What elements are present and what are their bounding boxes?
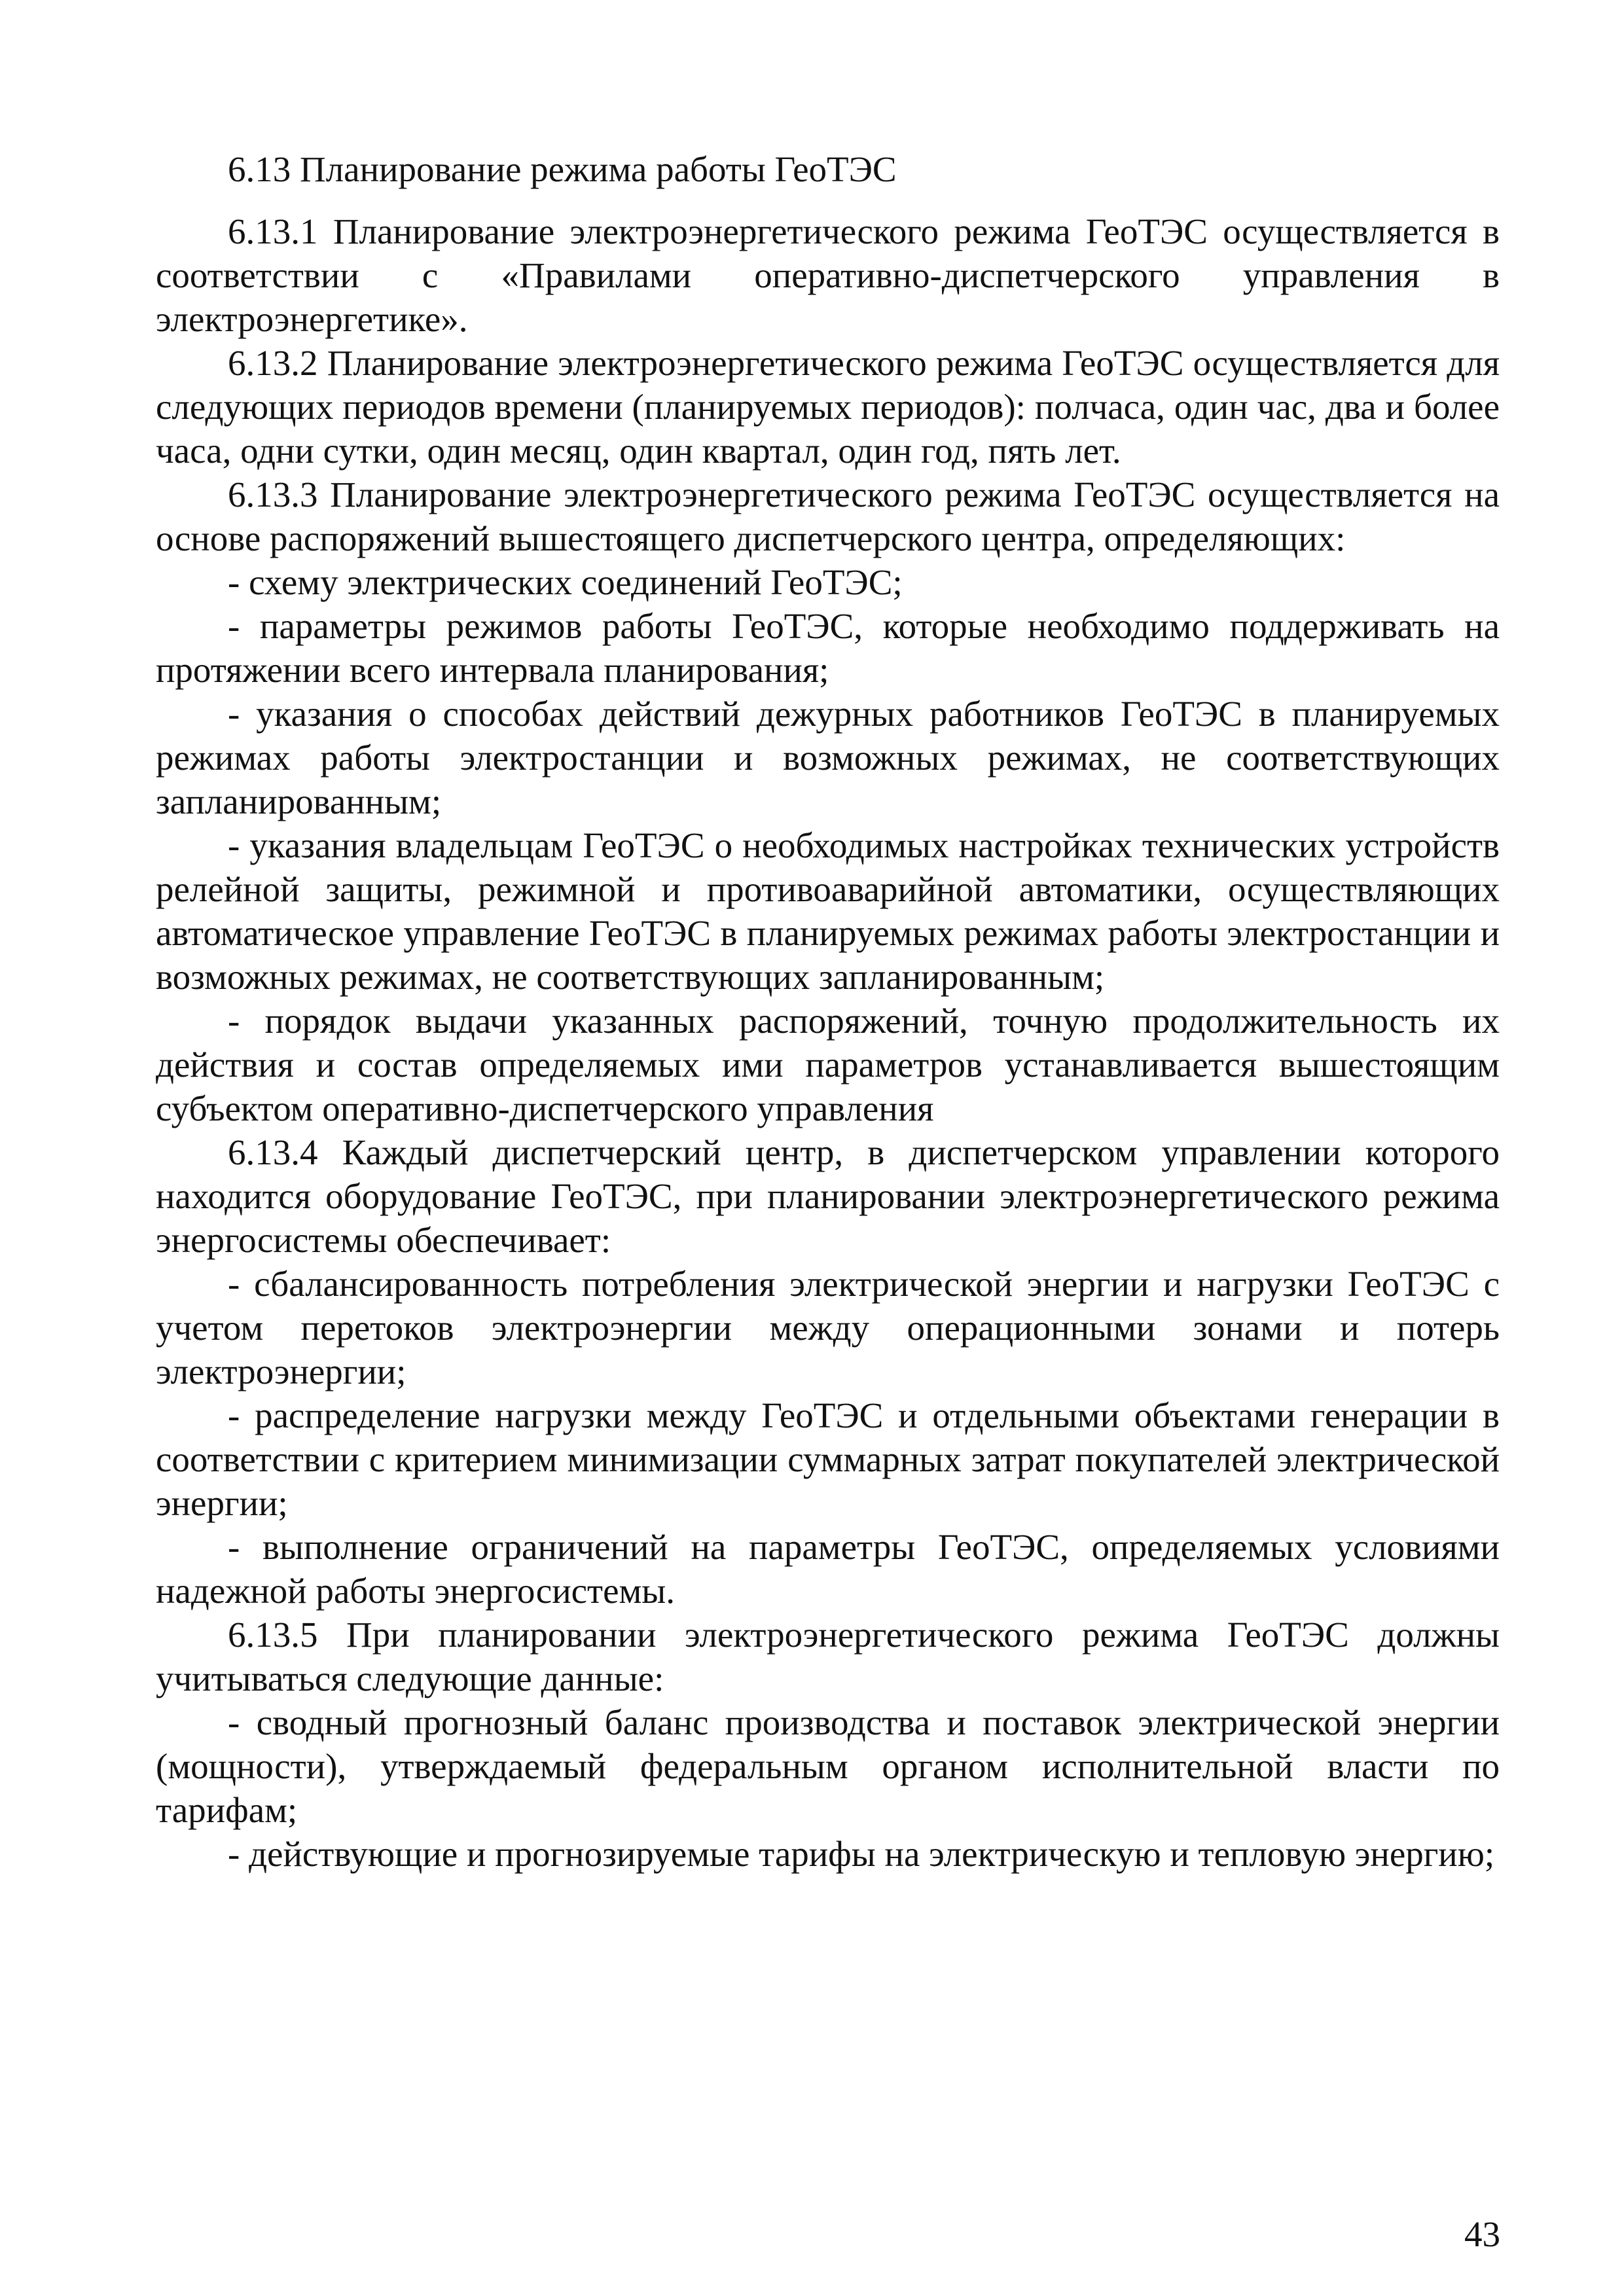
list-item-issuance-procedure: - порядок выдачи указанных распоряжений, точную продолжительность их действия и состав определяемых ими параметров устанавливается вышестоящим субъектом оперативно-диспетчерского управления (156, 1001, 1500, 1128)
paragraph-6-13-1: 6.13.1 Планирование электроэнергетического режима ГеоТЭС осуществляется в соответствии с «Правилами оперативно-диспетчерского управления в электроэнергетике». (156, 211, 1500, 339)
list-item-tariffs: - действующие и прогнозируемые тарифы на электрическую и тепловую энергию; (228, 1834, 1495, 1874)
document-body (156, 147, 1500, 1876)
paragraph-6-13-2: 6.13.2 Планирование электроэнергетического режима ГеоТЭС осуществляется для следующих периодов времени (планируемых периодов): полчаса, один час, два и более часа, одни сутки, один месяц, один квартал, один год, пять лет. (156, 343, 1500, 471)
paragraph-6-13-4: 6.13.4 Каждый диспетчерский центр, в диспетчерском управлении которого находится оборудование ГеоТЭС, при планировании электроэнергетического режима энергосистемы обеспечивает: (156, 1132, 1500, 1260)
list-item-load-distribution: - распределение нагрузки между ГеоТЭС и отдельными объектами генерации в соответствии с критерием минимизации суммарных затрат покупателей электрической энергии; (156, 1395, 1500, 1523)
list-item-parameter-limits: - выполнение ограничений на параметры ГеоТЭС, определяемых условиями надежной работы энергосистемы. (156, 1527, 1500, 1611)
paragraph-6-13-3: 6.13.3 Планирование электроэнергетического режима ГеоТЭС осуществляется на основе распоряжений вышестоящего диспетчерского центра, определяющих: (156, 475, 1500, 558)
section-heading: 6.13 Планирование режима работы ГеоТЭС (228, 149, 897, 189)
list-item-owner-instructions: - указания владельцам ГеоТЭС о необходимых настройках технических устройств релейной защиты, режимной и противоаварийной автоматики, осуществляющих автоматическое управление ГеоТЭС в планируемых режимах работы электростанции и возможных режимах, не соответствующих запланированным; (156, 825, 1500, 997)
list-item-operating-parameters: - параметры режимов работы ГеоТЭС, которые необходимо поддерживать на протяжении всего интервала планирования; (156, 606, 1500, 690)
list-item-balance: - сбалансированность потребления электрической энергии и нагрузки ГеоТЭС с учетом перетоков электроэнергии между операционными зонами и потерь электроэнергии; (156, 1264, 1500, 1391)
list-item-connection-scheme: - схему электрических соединений ГеоТЭС; (228, 562, 903, 602)
list-item-forecast-balance: - сводный прогнозный баланс производства и поставок электрической энергии (мощности), утверждаемый федеральным органом исполнительной власти по тарифам; (156, 1702, 1500, 1830)
paragraph-6-13-5: 6.13.5 При планировании электроэнергетического режима ГеоТЭС должны учитываться следующие данные: (156, 1615, 1500, 1698)
list-item-staff-instructions: - указания о способах действий дежурных работников ГеоТЭС в планируемых режимах работы электростанции и возможных режимах, не соответствующих запланированным; (156, 694, 1500, 821)
page-number: 43 (1464, 2214, 1500, 2254)
